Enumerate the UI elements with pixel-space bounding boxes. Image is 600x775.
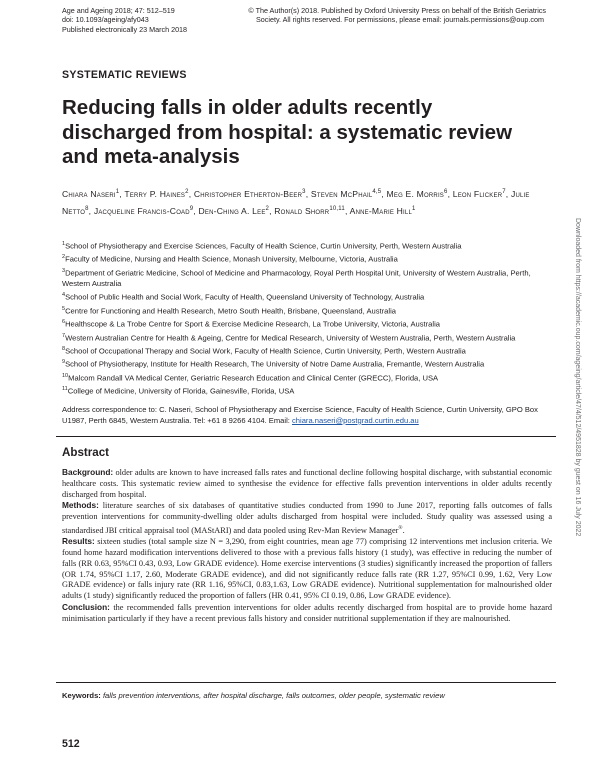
author-name: Leon Flicker [452, 188, 503, 199]
affiliation [62, 371, 554, 384]
author-affiliation-ref: 2 [185, 189, 189, 195]
keywords [62, 691, 552, 700]
page-number: 512 [62, 738, 80, 750]
author-name: Jacqueline Francis-Coad [93, 205, 190, 216]
background-label: Background: [62, 467, 114, 477]
correspondence [62, 405, 552, 427]
download-watermark: Downloaded from https://academic.oup.com/ageing/article/47/4/512/4951828 by guest on 16 July 2022 [574, 218, 581, 537]
affiliation [62, 266, 554, 290]
methods-end: . [402, 525, 405, 535]
abstract-body [62, 467, 552, 624]
abstract-methods [62, 500, 552, 536]
abstract-conclusion [62, 602, 552, 625]
author-affiliation-ref: 3 [302, 189, 306, 195]
article-title: Reducing falls in older adults recently discharged from hospital: a systematic review and meta-analysis [62, 96, 513, 168]
affiliation [62, 304, 554, 317]
correspondence-text: Address correspondence to: C. Naseri, School of Physiotherapy and Exercise Science, Faculty of Health Science, Curtin University, GPO Box U1987, Perth 6845, Western Australia. Tel: +61 8 9266 4104. Email: [62, 405, 538, 425]
affiliation [62, 384, 554, 397]
author-affiliation-ref: 9 [189, 205, 194, 212]
author-affiliation-ref: 4,5 [372, 189, 382, 195]
affiliation-number: 7 [62, 332, 66, 339]
affiliation [62, 239, 554, 252]
section-label: SYSTEMATIC REVIEWS [62, 69, 187, 81]
author-name: Den-Ching A. Lee [198, 205, 266, 216]
affiliation-text: Healthscope & La Trobe Centre for Sport & Exercise Medicine Research, La Trobe University, Victoria, Australia [65, 319, 441, 329]
author-name: Anne-Marie Hill [349, 205, 412, 216]
affiliation-number: 1 [62, 241, 66, 247]
author-affiliation-ref: 1 [412, 205, 416, 212]
background-text: older adults are known to have increased falls rates and functional decline following hospital discharge, with substantial economic healthcare costs. This systematic review aimed to synthesise the evidence for effective falls prevention interventions in older adults recently discharged from hospital. [62, 468, 552, 499]
author-affiliation-ref: 2 [265, 205, 270, 212]
affiliation-list [62, 239, 554, 398]
registered-mark: ® [398, 524, 403, 531]
keywords-text: falls prevention interventions, after hospital discharge, falls outcomes, older people, systematic review [100, 691, 445, 700]
affiliation [62, 252, 554, 265]
methods-text: literature searches of six databases of quantitative studies conducted from 1990 to June 2017, reporting falls outcomes of falls prevention interventions for community-dwelling older adults discharged from hospital were included. Study quality was assessed using a standardised JBI critical appraisal tool (MAStARI) and data pooled using Rev-Man Review Manager [62, 501, 552, 535]
author-list: Chiara Naseri$^1$, Terry P. Haines$^2$, Christopher Etherton-Beer$^3$, Steven McPhail$^{4,5}$, Meg E. Morris$^6$, Leon Flicker$^7$, Julie Netto$^8$, Jacqueline Francis-Coad$^9$, Den-Ching A. Lee$^2$, Ronald Shorr$^{10,11}$, Anne-Marie Hill$^1$ [62, 188, 530, 216]
email-link[interactable]: chiara.naseri@postgrad.curtin.edu.au [292, 415, 419, 425]
affiliation [62, 344, 554, 357]
author-name: Chiara Naseri [62, 188, 116, 199]
affiliation-text: Faculty of Medicine, Nursing and Health Science, Monash University, Melbourne, Victoria, Australia [65, 254, 398, 264]
author-affiliation-ref: 8 [85, 205, 89, 212]
author-affiliation-ref: 7 [502, 189, 506, 195]
affiliation-number: 10 [62, 372, 69, 379]
affiliation-text: Department of Geriatric Medicine, School of Medicine and Pharmacology, Royal Perth Hospital Unit, University of Western Australia, Perth, Western Australia [62, 268, 531, 289]
author-name: Christopher Etherton-Beer [193, 188, 303, 199]
author-affiliation-ref: 1 [115, 189, 120, 195]
affiliation [62, 357, 554, 370]
affiliation-number: 9 [62, 359, 66, 366]
author-name: Julie Netto [62, 188, 530, 216]
keywords-label: Keywords: [62, 691, 101, 700]
abstract-results [62, 536, 552, 602]
results-text: sixteen studies (total sample size N = 3,290, from eight countries, mean age 77) comprising 12 interventions met inclusion criteria. We found home hazard modification interventions delivered to those with a previous falls history (1 study), was effective in reducing the number of falls (RR 0.63, 95%CI 0.43, 0.93, Low GRADE evidence). Home exercise interventions (3 studies) significantly increased the proportion of fallers (OR 1.74, 95%CI 1.17, 2.60, Moderate GRADE evidence), and did not significantly reduce falls rate (RR 1.27, 95%CI 0.99, 1.62, Very Low GRADE evidence) or falls injury rate (RR 1.16, 95%CI, 0.83,1.63, Low GRADE evidence). Nutritional supplementation for malnourished older adults (1 study) significantly reduced the proportion of fallers (HR 0.41, 95% CI 0.19, 0.86, Low GRADE evidence). [62, 537, 552, 601]
affiliation [62, 317, 554, 330]
affiliation-text: School of Public Health and Social Work, Faculty of Health, Queensland University of Technology, Australia [65, 292, 425, 302]
affiliation-number: 8 [62, 345, 66, 352]
affiliation-text: College of Medicine, University of Florida, Gainesville, Florida, USA [67, 386, 295, 396]
citation-line-2: doi: 10.1093/ageing/afy043 [62, 15, 149, 25]
author-name: Steven McPhail [310, 188, 373, 199]
affiliation-text: School of Physiotherapy and Exercise Sciences, Faculty of Health Science, Curtin University, Perth, Western Australia [65, 241, 462, 251]
affiliation-number: 5 [62, 305, 66, 312]
affiliation-number: 2 [62, 254, 66, 261]
abstract-background [62, 467, 552, 500]
author-name: Ronald Shorr [274, 205, 330, 216]
citation-line-1: Age and Ageing 2018; 47: 512–519 [62, 6, 175, 15]
author-affiliation-ref: 6 [444, 189, 448, 195]
affiliation-number: 6 [62, 319, 66, 326]
copyright-line-2: Society. All rights reserved. For permissions, please email: journals.permissions@oup.com [256, 15, 544, 25]
affiliation-number: 11 [62, 386, 68, 393]
copyright-notice [228, 6, 546, 25]
methods-label: Methods: [62, 500, 99, 511]
affiliation-number: 3 [62, 267, 66, 274]
results-label: Results: [62, 536, 95, 547]
author-affiliation-ref: 10,11 [329, 205, 345, 212]
affiliation [62, 290, 554, 303]
affiliation-text: Centre for Functioning and Health Research, Metro South Health, Brisbane, Queensland, Australia [65, 306, 396, 316]
copyright-line-1: © The Author(s) 2018. Published by Oxford University Press on behalf of the British Geriatrics [248, 6, 546, 15]
affiliation-number: 4 [62, 292, 66, 299]
affiliation-text: School of Occupational Therapy and Social Work, Faculty of Health Science, Curtin University, Perth, Western Australia [65, 346, 466, 356]
author-name: Meg E. Morris [386, 188, 445, 199]
affiliation-text: School of Physiotherapy, Institute for Health Research, The University of Notre Dame Australia, Fremantle, Western Australia [65, 359, 485, 369]
affiliation [62, 331, 554, 344]
abstract-heading: Abstract [62, 446, 110, 459]
conclusion-text: the recommended falls prevention interventions for older adults recently discharged from hospital are to provide home hazard minimisation particularly if they have a recent previous falls history and consider nutritional supplementation if they are malnourished. [62, 602, 552, 623]
affiliation-text: Malcom Randall VA Medical Center, Geriatric Research Education and Clinical Center (GRECC), Florida, USA [68, 373, 439, 383]
citation-line-3: Published electronically 23 March 2018 [62, 24, 188, 34]
conclusion-label: Conclusion: [62, 601, 110, 612]
author-name: Terry P. Haines [124, 188, 186, 199]
affiliation-text: Western Australian Centre for Health & Ageing, Centre for Medical Research, University of Western Australia, Perth, Western Australia [65, 333, 516, 343]
